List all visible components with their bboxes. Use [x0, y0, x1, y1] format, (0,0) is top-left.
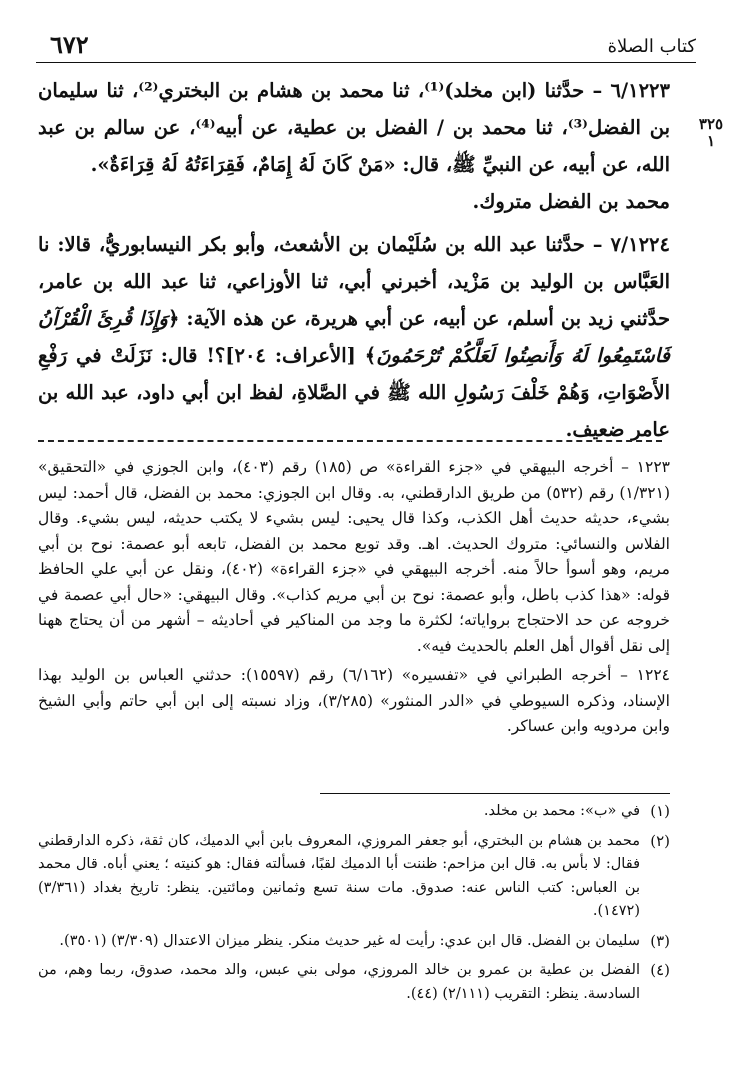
hadith-1224 [38, 226, 670, 448]
chapter-title: كتاب الصلاة [607, 36, 696, 57]
hadith-1224-chain: ٧/١٢٢٤ – حدَّثنا عبد الله بن سُلَيْمان بن الأشعث، وأبو بكر النيسابوريُّ، قالا: نا العَبَّاس بن الوليد بن مَزْيد، أخبرني أبي، ثنا الأوزاعي، ثنا عبد الله بن عامر، حدَّثني زيد بن أسلم، عن أبيه، عن أبي هريرة، عن هذه الآية: ﴿ [38, 233, 670, 330]
footnote-number: (٢) [650, 831, 670, 850]
footnote-text: في «ب»: محمد بن مخلد. [483, 803, 640, 819]
footnote [38, 959, 670, 1006]
footnote-text: سليمان بن الفضل. قال ابن عدي: رأيت له غير حديث منكر. ينظر ميزان الاعتدال (٣/٣٠٩) (٣٥٠١). [59, 932, 640, 949]
hadith-1223-grading: محمد بن الفضل متروك. [472, 190, 670, 213]
hadith-1224-text: ﴾ [الأعراف: ٢٠٤]؟! قال: نَزَلَتْ في رَفْعِ الأَصْوَاتِ، وَهُمْ خَلْفَ رَسُولِ الله ﷺ في الصَّلاةِ، لفظ ابن أبي داود، عبد الله بن عامر ضعيف. [38, 344, 670, 441]
page-header [36, 28, 696, 62]
footnote [38, 800, 670, 824]
margin-reference [696, 116, 726, 150]
footnote-text: محمد بن هشام بن البختري، أبو جعفر المروزي، المعروف بابن أبي الدميك، كان ثقة، ذكره الدارقطني فقال: لا بأس به. قال ابن مزاحم: ظننت أبا الدميك لقبًا، فسألته فقال: هو كنيته ؛ يعني أباه. قال محمد بن العباس: كتب الناس عنه: صدوق. مات سنة تسع وثمانين ومائتين. ينظر: تاريخ بغداد (٣/٣٦١) (١٤٧٢). [38, 832, 640, 919]
page-number: ٦٧٢ [50, 30, 89, 59]
main-text [38, 72, 670, 448]
footnote [38, 930, 670, 954]
footnote-text: الفضل بن عطية بن عمرو بن خالد المروزي، مولى بني عبس، والد محمد، صدوق، ربما وهم، من السادسة. ينظر: التقريب (٢/١١١) (٤٤). [38, 962, 640, 1002]
margin-reference-page: ٣٢٥ [698, 115, 724, 133]
note-1223: ١٢٢٣ – أخرجه البيهقي في «جزء القراءة» ص (١٨٥) رقم (٤٠٣)، وابن الجوزي في «التحقيق» (١/٣٢١) رقم (٥٣٢) من طريق الدارقطني، به. وقال ابن الجوزي: محمد بن الفضل، قال أحمد: ليس بشيء، حديثه حديث أهل الكذب، وكذا قال يحيى: ليس بشيء لا يكتب حديثه، ليس بشيء. وقال الفلاس والنسائي: متروك الحديث. اهـ. وقد توبع محمد بن الفضل، تابعه أبو عصمة: نوح بن أبي مريم، وهو أسوأ حالاً منه. أخرجه البيهقي في «جزء القراءة» (٤٠٢)، ونقل عن أبي علي الحافظ قوله: «هذا كذب باطل، وأبو عصمة: نوح بن أبي مريم كذاب». وقال البيهقي: «حال أبي عصمة في خروجه عن حد الاحتجاج برواياته؛ لكثرة ما وجد من المناكير في أحاديثه – أشهر من أن يحتاج ههنا إلى نقل أقوال أهل العلم بالحديث فيه». [38, 458, 670, 655]
quran-verse: وَإِذَا قُرِئَ الْقُرْآنُ فَاسْتَمِعُوا لَهُ وَأَنصِتُوا لَعَلَّكُمْ تُرْحَمُونَ [38, 307, 671, 367]
note-1224: ١٢٢٤ – أخرجه الطبراني في «تفسيره» (٦/١٦٢) رقم (١٥٥٩٧): حدثني العباس بن الوليد بهذا الإسناد، وذكره السيوطي في «الدر المنثور» (٣/٢٨٥)، وزاد نسبته إلى ابن أبي حاتم وأبي الشيخ وابن مردويه وابن عساكر. [38, 666, 670, 735]
footnote-number: (١) [650, 802, 670, 820]
footnote-number: (٤) [650, 961, 670, 979]
hadith-1223: ٦/١٢٢٣ – حدَّثنا (ابن مخلد)⁽¹⁾، ثنا محمد بن هشام بن البختري⁽²⁾، ثنا سليمان بن الفضل⁽³⁾، ثنا محمد بن / الفضل بن عطية، عن أبيه⁽⁴⁾، عن سالم بن عبد الله، عن أبيه، عن النبيِّ ﷺ، قال: «مَنْ كَانَ لَهُ إِمَامٌ، فَقِرَاءَتُهُ لَهُ قِرَاءَةٌ». [38, 79, 671, 176]
dashed-separator [38, 440, 662, 442]
takhrij-notes [38, 455, 670, 744]
footnote-rule [320, 793, 670, 794]
footnote [38, 830, 670, 924]
footnotes [38, 800, 670, 1012]
footnote-number: (٣) [650, 931, 670, 950]
header-rule [36, 62, 696, 63]
margin-reference-part: ١ [706, 132, 716, 150]
